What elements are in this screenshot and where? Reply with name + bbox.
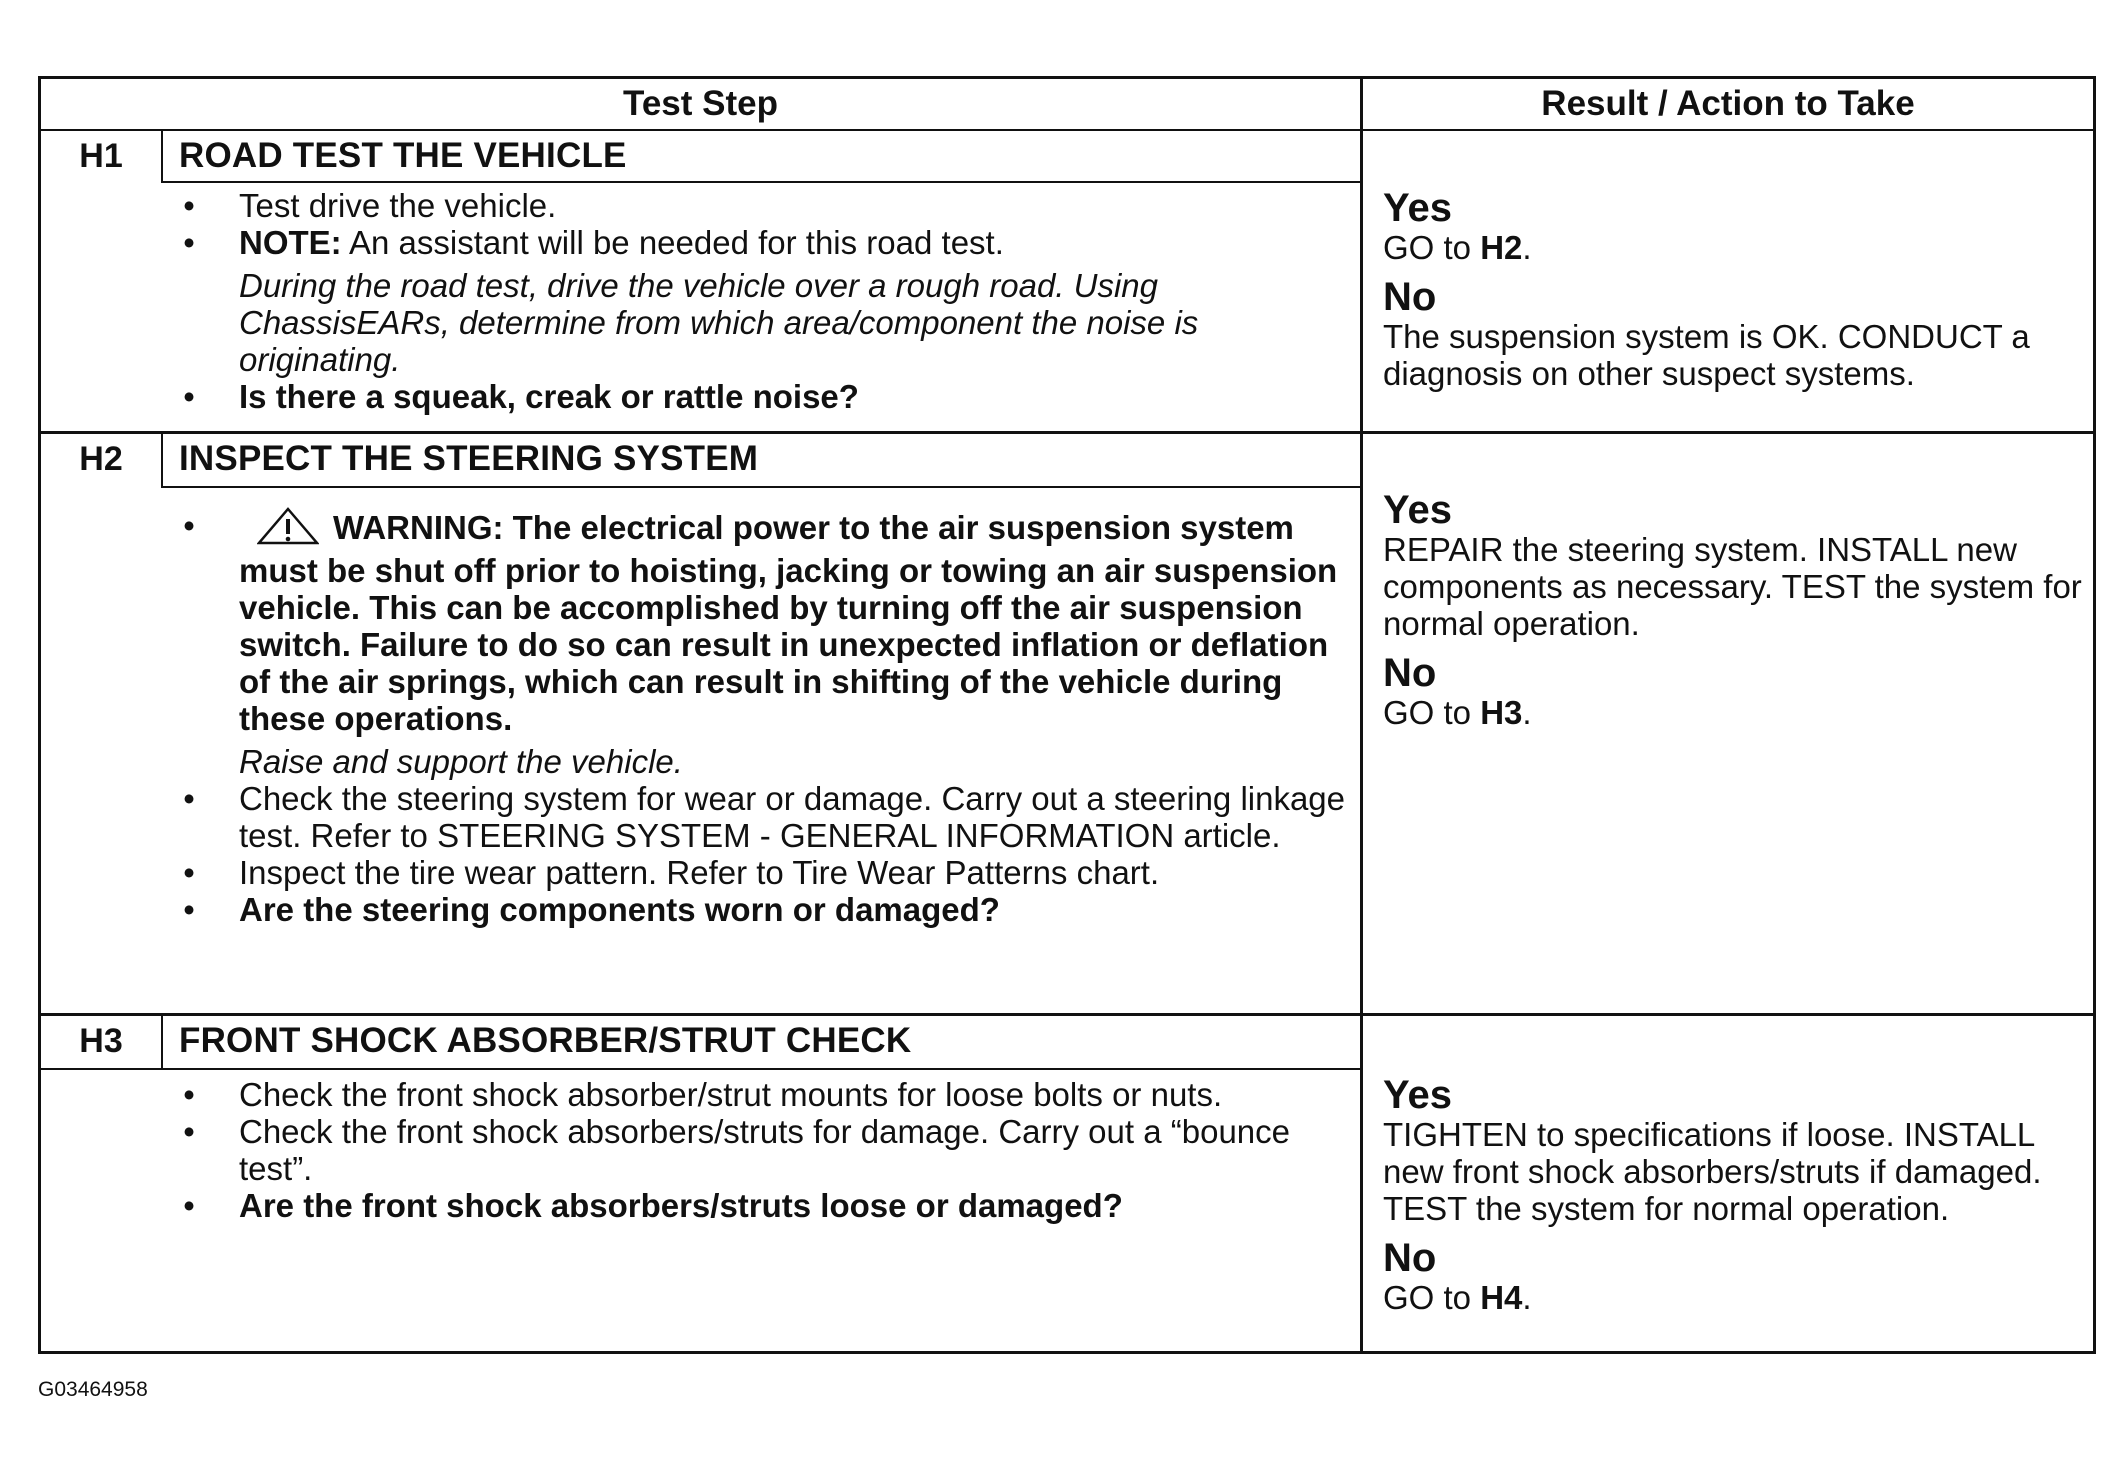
result-heading: Yes <box>1383 1073 1452 1117</box>
list-item <box>179 1076 1349 1113</box>
list-item <box>179 780 1359 854</box>
bold-text: Is there a squeak, creak or rattle noise? <box>239 378 859 415</box>
result-no <box>1383 1237 2083 1316</box>
result-heading: Yes <box>1383 488 1452 532</box>
list-item <box>179 1113 1349 1187</box>
warning-triangle-icon <box>257 507 319 552</box>
step-body-h1 <box>179 187 1349 415</box>
text: Raise and support the vehicle. <box>239 743 683 780</box>
bold-text: H4 <box>1480 1279 1523 1316</box>
figure-id: G03464958 <box>38 1378 148 1401</box>
step-title-h3: FRONT SHOCK ABSORBER/STRUT CHECK <box>179 1021 912 1060</box>
text: Check the steering system for wear or damage. Carry out a steering linkage test. Refer to STEERING SYSTEM - GENERAL INFORMATION article. <box>239 780 1346 854</box>
bold-text: NOTE: <box>239 224 342 261</box>
text: Check the front shock absorbers/struts for damage. Carry out a “bounce test”. <box>239 1113 1291 1187</box>
step-title-h1: ROAD TEST THE VEHICLE <box>179 136 627 175</box>
text: GO to <box>1383 694 1481 731</box>
result-text <box>1383 531 2083 642</box>
bullet-icon: • <box>183 378 195 415</box>
list-item <box>179 1187 1349 1224</box>
text: An assistant will be needed for this road test. <box>341 224 1004 261</box>
bullet-icon: • <box>183 780 195 817</box>
list-item <box>179 378 1349 415</box>
bold-text: H3 <box>1480 694 1523 731</box>
result-h1 <box>1383 187 2083 402</box>
header-test-step: Test Step <box>623 84 778 123</box>
bullet-icon: • <box>183 187 195 224</box>
result-yes <box>1383 489 2083 642</box>
header-result-action: Result / Action to Take <box>1541 84 1915 123</box>
text: During the road test, drive the vehicle over a rough road. Using ChassisEARs, determine from which area/component the noise is originating. <box>239 267 1199 378</box>
result-yes <box>1383 1074 2083 1227</box>
result-text <box>1383 229 2083 266</box>
result-heading: No <box>1383 651 1437 695</box>
text: GO to <box>1383 229 1481 266</box>
text: REPAIR the steering system. INSTALL new components as necessary. TEST the system for normal operation. <box>1383 531 2082 642</box>
bold-text: WARNING: The electrical power to the air suspension system must be shut off prior to hoisting, jacking or towing an air suspension vehicle. This can be accomplished by turning off the air suspension switch. Failure to do so can result in unexpected inflation or deflation of the air springs, which can result in shifting of the vehicle during these operations. <box>239 509 1338 737</box>
bullet-icon: • <box>183 507 195 544</box>
bold-text: Are the steering components worn or damaged? <box>239 891 1000 928</box>
text: . <box>1522 1279 1532 1316</box>
text: Test drive the vehicle. <box>239 187 557 224</box>
result-heading: No <box>1383 275 1437 319</box>
list-item <box>179 187 1349 224</box>
text: . <box>1522 694 1532 731</box>
bullet-icon: • <box>183 1187 195 1224</box>
text: TIGHTEN to specifications if loose. INSTALL new front shock absorbers/struts if damaged. TEST the system for normal operation. <box>1383 1116 2042 1227</box>
text: The suspension system is OK. CONDUCT a diagnosis on other suspect systems. <box>1383 318 2030 392</box>
text: GO to <box>1383 1279 1481 1316</box>
result-h2 <box>1383 489 2083 741</box>
bullet-icon: • <box>183 891 195 928</box>
list-item <box>179 891 1359 928</box>
step-id-h2: H2 <box>79 440 123 478</box>
result-heading: Yes <box>1383 186 1452 230</box>
result-no <box>1383 276 2083 392</box>
result-text <box>1383 694 2083 731</box>
bold-text: Are the front shock absorbers/struts loose or damaged? <box>239 1187 1123 1224</box>
text: Check the front shock absorber/strut mounts for loose bolts or nuts. <box>239 1076 1223 1113</box>
diagnostic-table <box>38 76 2096 1354</box>
result-text <box>1383 318 2083 392</box>
indented-note <box>179 743 1359 780</box>
step-id-h1: H1 <box>79 137 123 175</box>
list-item <box>179 854 1359 891</box>
bold-text: H2 <box>1480 229 1523 266</box>
result-h3 <box>1383 1074 2083 1326</box>
text: . <box>1522 229 1532 266</box>
list-item <box>179 224 1349 261</box>
bullet-icon: • <box>183 854 195 891</box>
bullet-icon: • <box>183 1076 195 1113</box>
bullet-icon: • <box>183 1113 195 1150</box>
bullet-icon: • <box>183 224 195 261</box>
result-no <box>1383 652 2083 731</box>
result-heading: No <box>1383 1236 1437 1280</box>
step-title-h2: INSPECT THE STEERING SYSTEM <box>179 439 759 478</box>
result-text <box>1383 1116 2083 1227</box>
step-body-h2 <box>179 507 1359 928</box>
result-text <box>1383 1279 2083 1316</box>
result-yes <box>1383 187 2083 266</box>
list-item <box>179 507 1359 737</box>
step-id-h3: H3 <box>79 1022 123 1060</box>
text: Inspect the tire wear pattern. Refer to Tire Wear Patterns chart. <box>239 854 1160 891</box>
step-body-h3 <box>179 1076 1349 1224</box>
indented-note <box>179 267 1349 378</box>
